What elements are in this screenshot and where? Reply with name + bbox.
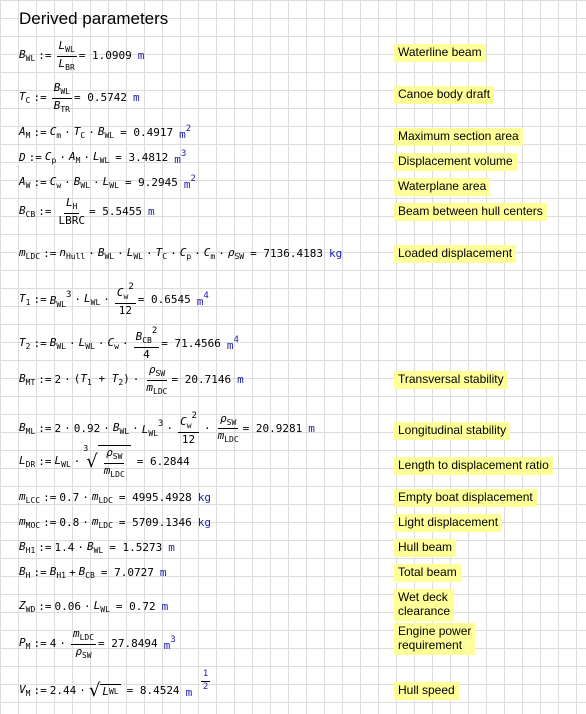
- result-value: = 1.5273: [109, 541, 163, 555]
- result-value: = 27.8494: [98, 637, 158, 651]
- unit: kg: [197, 516, 212, 530]
- unit: kg: [197, 491, 212, 505]
- unit: m: [179, 128, 186, 141]
- formula-total-beam: $B_H$ := $B_{H1}$ + $B_{CB}$ = 7.0727 m: [19, 565, 167, 580]
- result-value: = 4995.4928: [118, 491, 192, 505]
- result-value: = 3.4812: [115, 151, 169, 164]
- result-value: = 0.4917: [120, 126, 174, 139]
- formula-canoe-body-draft: $T_C$ := $\frac{B_{WL}}{B_{TR}}$ = 0.5742 m: [19, 81, 140, 114]
- label-light-displacement: Light displacement: [394, 514, 502, 532]
- unit-exp-denominator: 2: [202, 681, 209, 692]
- page-title: Derived parameters: [19, 9, 169, 28]
- unit: m: [174, 153, 181, 166]
- formula-waterline-beam: $B_{WL}$ := $\frac{L_{WL}}{L_{BR}}$ = 1.0909 m: [19, 39, 145, 72]
- label-max-section-area: Maximum section area: [394, 128, 523, 146]
- result-value: = 9.2945: [124, 176, 178, 189]
- unit-exponent: 4: [203, 290, 209, 301]
- formula-wet-deck-clearance: $Z_{WD}$ := 0.06 · $L_{WL}$ = 0.72 m: [19, 599, 169, 614]
- unit: kg: [328, 247, 343, 261]
- result-value: = 5709.1346: [118, 516, 192, 530]
- formula-loaded-displacement: $m_{LDC}$ := $n_{Hull}$ · $B_{WL}$ · $L_{WL}$ · $T_C$ · $C_p$ · $C_m$ · $\rho_{SW}$ = 7136.4183 kg: [19, 246, 343, 261]
- formula-waterplane-area: $A_W$ := $C_w$ · $B_{WL}$ · $L_{WL}$ = 9.2945 $m^2$: [19, 174, 196, 191]
- unit: m: [159, 566, 167, 580]
- label-waterline-beam: Waterline beam: [394, 44, 486, 62]
- unit: m: [137, 49, 145, 63]
- result-value: = 0.72: [115, 600, 156, 614]
- label-displacement-volume: Displacement volume: [394, 153, 517, 171]
- unit: m: [196, 294, 204, 308]
- result-value: = 0.5742: [73, 91, 127, 105]
- unit: m: [308, 421, 315, 435]
- unit: m: [148, 204, 155, 218]
- label-wet-deck-clearance: Wet deck clearance: [394, 589, 454, 621]
- label-hull-beam: Hull beam: [394, 539, 456, 557]
- unit-exponent: 3: [180, 149, 187, 159]
- result-value: = 71.4566: [161, 336, 221, 350]
- formula-light-displacement: $m_{MOC}$ := 0.8 · $m_{LDC}$ = 5709.1346 kg: [19, 515, 212, 530]
- label-engine-power: Engine power requirement: [394, 623, 475, 655]
- formula-hull-beam: $B_{H1}$ := 1.4 · $B_{WL}$ = 1.5273 m: [19, 540, 175, 555]
- unit-exponent: 2: [185, 124, 192, 134]
- label-length-displacement-ratio: Length to displacement ratio: [394, 457, 553, 475]
- formula-empty-boat-displacement: $m_{LCC}$ := 0.7 · $m_{LDC}$ = 4995.4928 kg: [19, 490, 212, 505]
- label-waterplane-area: Waterplane area: [394, 178, 490, 196]
- label-hull-speed: Hull speed: [394, 682, 459, 700]
- result-value: = 6.2844: [136, 455, 190, 469]
- unit: m: [237, 373, 244, 387]
- unit: m: [183, 178, 191, 191]
- formula-beam-between-hulls: $B_{CB}$ := $\frac{L_H}{\text{LBRC}}$ = 5.5455 m: [19, 196, 155, 227]
- formula-t1: $T_1$ := $B_{WL}^3$ · $L_{WL}$ · $\frac{C_w^2}{12}$ = 0.6545 $m^4$: [19, 282, 209, 317]
- unit: m: [132, 91, 140, 105]
- formula-t2: $T_2$ := $B_{WL}$ · $L_{WL}$ · $C_w$ · $\frac{B_{CB}^2}{4}$ = 71.4566 $m^4$: [19, 326, 239, 361]
- result-value: = 20.7146: [171, 373, 232, 387]
- unit-exp-numerator: 1: [201, 670, 210, 682]
- unit: m: [161, 600, 169, 614]
- unit-exponent: 3: [170, 635, 176, 646]
- label-beam-between-hulls: Beam between hull centers: [394, 203, 547, 221]
- formula-hull-speed: $V_M$ := 2.44 · √ L WL = 8.4524 m $\frac{1}{2}$: [19, 669, 209, 702]
- unit: m: [163, 639, 171, 653]
- result-value: = 7136.4183: [250, 247, 323, 261]
- formula-length-displacement-ratio: $L_{DR}$ := $L_{WL}$ · 3 √ $\frac{\rho_{SW}}{m_{LDC}}$ = 6.2844: [19, 444, 190, 479]
- label-total-beam: Total beam: [394, 564, 461, 582]
- result-value: = 0.6545: [137, 292, 191, 306]
- formula-transversal-stability: $B_{MT}$ := 2 · $(T_1 + T_2)$ · $\frac{\rho_{SW}}{m_{LDC}}$ = 20.7146 m: [19, 363, 244, 396]
- result-value: = 7.0727: [100, 566, 154, 580]
- formula-displacement-volume: D := $C_p$ · $A_M$ · $L_{WL}$ = 3.4812 $m^3$: [19, 149, 187, 166]
- formula-engine-power: $P_M$ := 4 · $\frac{m_{LDC}}{\rho_{SW}}$ = 27.8494 $m^3$: [19, 627, 176, 660]
- unit-exponent: 2: [190, 174, 196, 184]
- formula-longitudinal-stability: $B_{ML}$ := 2 · 0.92 · $B_{WL}$ · $L_{WL}^3$ · $\frac{C_w^2}{12}$ · $\frac{\rho_{SW}}{m_{LDC}}$ = 20.9281 m: [19, 411, 315, 446]
- label-loaded-displacement: Loaded displacement: [394, 245, 516, 263]
- formula-max-section-area: $A_M$ := $C_m$ · $T_C$ · $B_{WL}$ = 0.4917 $m^2$: [19, 124, 192, 141]
- unit: m: [226, 338, 234, 352]
- label-canoe-body-draft: Canoe body draft: [394, 86, 494, 104]
- unit: m: [185, 686, 193, 699]
- result-value: = 1.0909: [78, 49, 132, 63]
- result-value: = 20.9281: [242, 421, 303, 435]
- label-longitudinal-stability: Longitudinal stability: [394, 422, 510, 440]
- unit-exponent: 4: [233, 334, 239, 345]
- unit: m: [168, 541, 175, 555]
- label-empty-boat-displacement: Empty boat displacement: [394, 489, 537, 507]
- result-value: = 8.4524: [126, 684, 180, 698]
- label-transversal-stability: Transversal stability: [394, 371, 508, 389]
- result-value: = 5.5455: [89, 204, 142, 218]
